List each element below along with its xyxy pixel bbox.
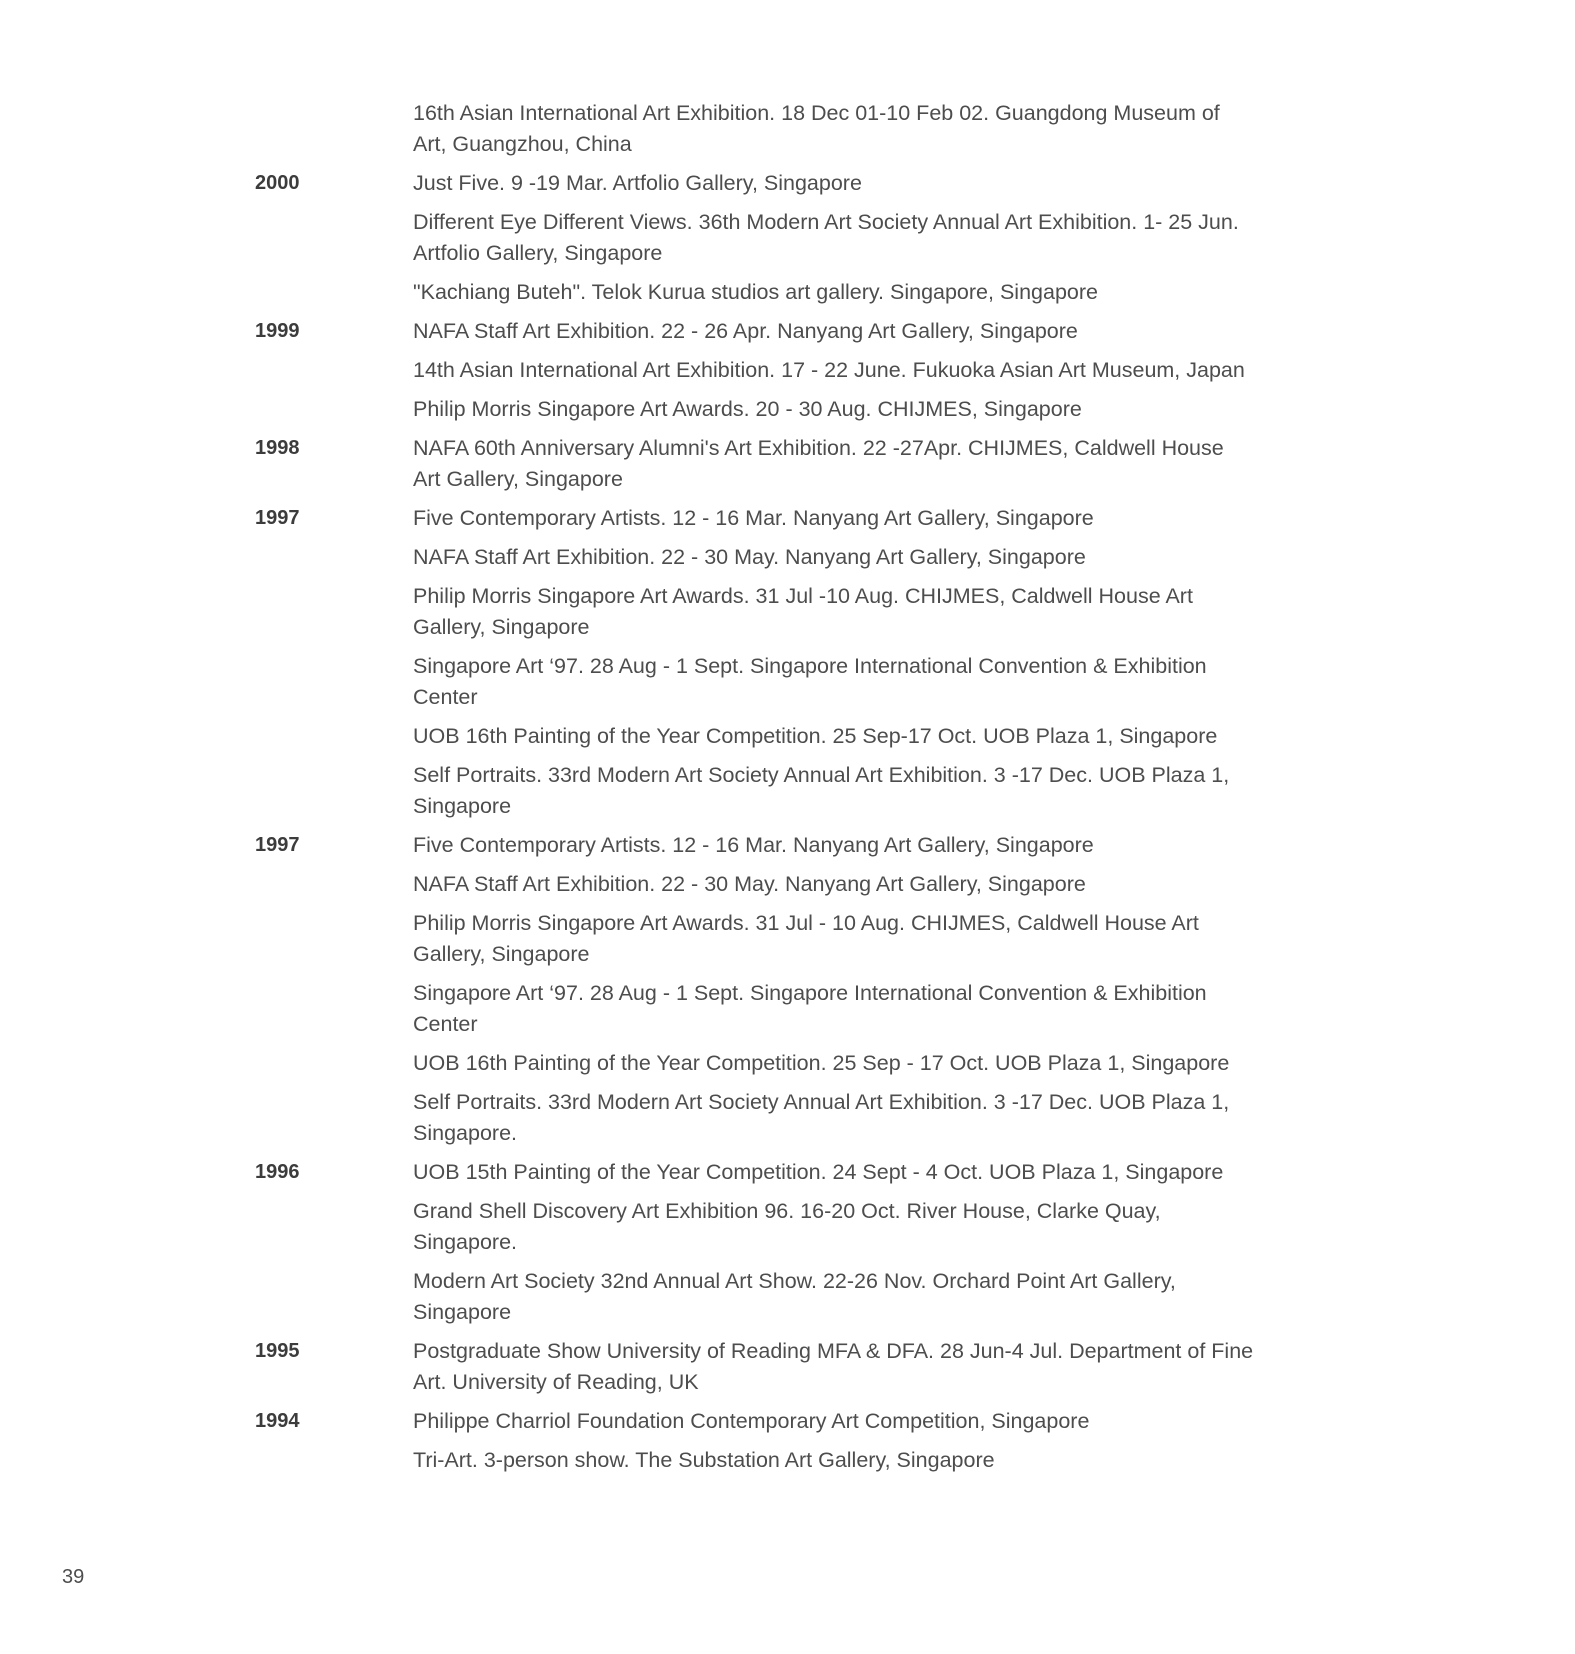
exhibition-year: 1995 (255, 1340, 300, 1362)
exhibition-entry: Philip Morris Singapore Art Awards. 31 Jul - 10 Aug. CHIJMES, Caldwell House Art Gallery, Singapore (413, 911, 1199, 966)
exhibition-row (255, 394, 1255, 425)
exhibition-entry: Self Portraits. 33rd Modern Art Society Annual Art Exhibition. 3 -17 Dec. UOB Plaza 1, Singapore (413, 763, 1230, 818)
exhibition-row (255, 760, 1255, 822)
exhibition-year: 2000 (255, 172, 300, 194)
exhibition-entry: Philip Morris Singapore Art Awards. 31 Jul -10 Aug. CHIJMES, Caldwell House Art Gallery, Singapore (413, 584, 1193, 639)
exhibition-row (255, 1266, 1255, 1328)
exhibition-entry: Self Portraits. 33rd Modern Art Society Annual Art Exhibition. 3 -17 Dec. UOB Plaza 1, Singapore. (413, 1090, 1230, 1145)
exhibition-row (255, 433, 1255, 495)
exhibition-year: 1999 (255, 320, 300, 342)
exhibition-row (255, 168, 1255, 199)
exhibition-row (255, 542, 1255, 573)
exhibition-entry: 14th Asian International Art Exhibition. 17 - 22 June. Fukuoka Asian Art Museum, Japan (413, 358, 1245, 382)
exhibition-row (255, 978, 1255, 1040)
exhibition-entry: Tri-Art. 3-person show. The Substation Art Gallery, Singapore (413, 1448, 995, 1472)
exhibition-entry: "Kachiang Buteh". Telok Kurua studios art gallery. Singapore, Singapore (413, 280, 1098, 304)
exhibition-row (255, 1087, 1255, 1149)
exhibition-year: 1994 (255, 1410, 300, 1432)
exhibition-row (255, 721, 1255, 752)
exhibition-row (255, 98, 1255, 160)
exhibition-row (255, 1196, 1255, 1258)
exhibition-row (255, 1445, 1255, 1476)
exhibition-row (255, 1406, 1255, 1437)
exhibition-row (255, 355, 1255, 386)
exhibition-entry: NAFA Staff Art Exhibition. 22 - 30 May. Nanyang Art Gallery, Singapore (413, 545, 1086, 569)
exhibition-row (255, 316, 1255, 347)
exhibition-entry: Philip Morris Singapore Art Awards. 20 - 30 Aug. CHIJMES, Singapore (413, 397, 1082, 421)
exhibition-row (255, 207, 1255, 269)
exhibition-entry: UOB 16th Painting of the Year Competition. 25 Sep - 17 Oct. UOB Plaza 1, Singapore (413, 1051, 1230, 1075)
exhibition-entry: Postgraduate Show University of Reading MFA & DFA. 28 Jun-4 Jul. Department of Fine Art. University of Reading, UK (413, 1339, 1254, 1394)
exhibition-row (255, 503, 1255, 534)
exhibition-row (255, 651, 1255, 713)
exhibition-list (255, 98, 1255, 1484)
exhibition-row (255, 1048, 1255, 1079)
exhibition-entry: Singapore Art ‘97. 28 Aug - 1 Sept. Singapore International Convention & Exhibition Center (413, 981, 1207, 1036)
exhibition-entry: Grand Shell Discovery Art Exhibition 96. 16-20 Oct. River House, Clarke Quay, Singapore. (413, 1199, 1161, 1254)
exhibition-entry: Philippe Charriol Foundation Contemporary Art Competition, Singapore (413, 1409, 1090, 1433)
exhibition-entry: Just Five. 9 -19 Mar. Artfolio Gallery, Singapore (413, 171, 862, 195)
exhibition-row (255, 581, 1255, 643)
exhibition-entry: 16th Asian International Art Exhibition. 18 Dec 01-10 Feb 02. Guangdong Museum of Art, Guangzhou, China (413, 101, 1220, 156)
exhibition-year: 1997 (255, 834, 300, 856)
exhibition-row (255, 277, 1255, 308)
exhibition-row (255, 1336, 1255, 1398)
exhibition-row (255, 830, 1255, 861)
exhibition-year: 1997 (255, 507, 300, 529)
exhibition-entry: Different Eye Different Views. 36th Modern Art Society Annual Art Exhibition. 1- 25 Jun. Artfolio Gallery, Singapore (413, 210, 1239, 265)
page-number: 39 (62, 1566, 85, 1588)
exhibition-entry: UOB 15th Painting of the Year Competition. 24 Sept - 4 Oct. UOB Plaza 1, Singapore (413, 1160, 1224, 1184)
exhibition-year: 1996 (255, 1161, 300, 1183)
exhibition-entry: UOB 16th Painting of the Year Competition. 25 Sep-17 Oct. UOB Plaza 1, Singapore (413, 724, 1218, 748)
exhibition-row (255, 908, 1255, 970)
exhibition-entry: Five Contemporary Artists. 12 - 16 Mar. Nanyang Art Gallery, Singapore (413, 833, 1094, 857)
exhibition-entry: Five Contemporary Artists. 12 - 16 Mar. Nanyang Art Gallery, Singapore (413, 506, 1094, 530)
exhibition-entry: NAFA Staff Art Exhibition. 22 - 30 May. Nanyang Art Gallery, Singapore (413, 872, 1086, 896)
exhibition-row (255, 869, 1255, 900)
exhibition-entry: Modern Art Society 32nd Annual Art Show. 22-26 Nov. Orchard Point Art Gallery, Singapore (413, 1269, 1176, 1324)
exhibition-entry: NAFA 60th Anniversary Alumni's Art Exhibition. 22 -27Apr. CHIJMES, Caldwell House Art Gallery, Singapore (413, 436, 1224, 491)
exhibition-entry: Singapore Art ‘97. 28 Aug - 1 Sept. Singapore International Convention & Exhibition Center (413, 654, 1207, 709)
exhibition-entry: NAFA Staff Art Exhibition. 22 - 26 Apr. Nanyang Art Gallery, Singapore (413, 319, 1078, 343)
exhibition-year: 1998 (255, 437, 300, 459)
exhibition-row (255, 1157, 1255, 1188)
